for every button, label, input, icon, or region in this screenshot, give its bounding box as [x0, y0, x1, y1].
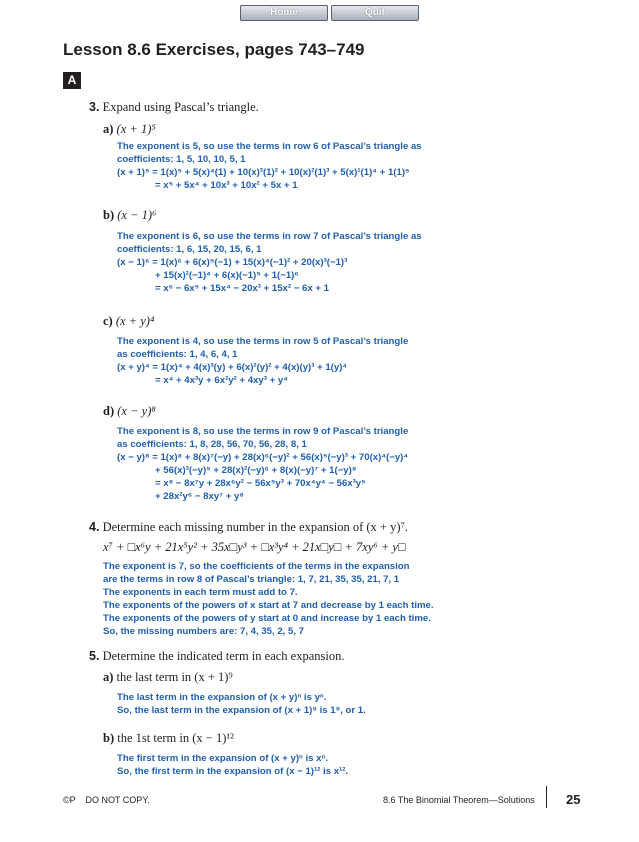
part-3c-label: c): [103, 314, 113, 328]
solution-line: as coefficients: 1, 8, 28, 56, 70, 56, 28, 8, 1: [117, 439, 307, 450]
part-3d-label: d): [103, 404, 115, 418]
solution-line: The last term in the expansion of (x + y)ⁿ is yⁿ.: [117, 692, 327, 703]
solution-line: coefficients: 1, 6, 15, 20, 15, 6, 1: [117, 244, 262, 255]
solution-line: are the terms in row 8 of Pascal’s triangle: 1, 7, 21, 35, 35, 21, 7, 1: [103, 574, 400, 585]
question-4-expression-text: x⁷ + □x⁶y + 21x⁵y² + 35x□y³ + □x³y⁴ + 21x□y□ + 7xy⁶ + y□: [103, 540, 406, 554]
question-4: [89, 520, 408, 535]
solution-line: The exponent is 8, so use the terms in row 9 of Pascal’s triangle: [117, 426, 409, 437]
section-badge: A: [63, 72, 81, 89]
solution-line: coefficients: 1, 5, 10, 10, 5, 1: [117, 154, 246, 165]
question-4-expression: [103, 540, 406, 555]
part-3c: [103, 314, 154, 329]
solution-line: = x⁴ + 4x³y + 6x²y² + 4xy³ + y⁴: [155, 375, 288, 386]
part-3d-expression: (x − y)⁸: [117, 404, 156, 418]
solution-5b: [117, 752, 348, 778]
question-4-text: Determine each missing number in the expansion of (x + y)⁷.: [102, 520, 408, 534]
solution-line: So, the missing numbers are: 7, 4, 35, 2, 5, 7: [103, 626, 305, 637]
solution-line: + 56(x)³(−y)⁵ + 28(x)²(−y)⁶ + 8(x)(−y)⁷ + 1(−y)⁸: [155, 465, 357, 476]
question-3-number: 3.: [89, 100, 100, 114]
part-3b-expression: (x − 1)⁶: [117, 208, 157, 222]
home-button[interactable]: Home: [240, 5, 328, 21]
question-4-number: 4.: [89, 520, 100, 534]
solution-line: So, the first term in the expansion of (x − 1)¹² is x¹².: [117, 766, 349, 777]
solution-3a: [117, 140, 422, 192]
footer-divider: [546, 786, 547, 808]
solution-line: The exponents of the powers of y start at 0 and increase by 1 each time.: [103, 613, 431, 624]
solution-line: (x − y)⁸ = 1(x)⁸ + 8(x)⁷(−y) + 28(x)⁶(−y)² + 56(x)⁵(−y)³ + 70(x)⁴(−y)⁴: [117, 452, 409, 463]
solution-line: The exponent is 4, so use the terms in row 5 of Pascal’s triangle: [117, 336, 409, 347]
question-5-number: 5.: [89, 649, 100, 663]
page-number: 25: [566, 792, 581, 807]
footer-section-title: 8.6 The Binomial Theorem—Solutions: [383, 795, 535, 805]
part-3d: [103, 404, 156, 419]
solution-line: = x⁸ − 8x⁷y + 28x⁶y² − 56x⁵y³ + 70x⁴y⁴ − 56x³y⁵: [155, 478, 366, 489]
solution-4: [103, 560, 434, 638]
question-3-text: Expand using Pascal’s triangle.: [102, 100, 259, 114]
solution-line: So, the last term in the expansion of (x + 1)⁹ is 1⁹, or 1.: [117, 705, 366, 716]
solution-line: The exponents of the powers of x start at 7 and decrease by 1 each time.: [103, 600, 434, 611]
part-3a: [103, 122, 156, 137]
part-3c-expression: (x + y)⁴: [115, 314, 155, 328]
question-5: [89, 649, 344, 664]
question-5-text: Determine the indicated term in each expansion.: [102, 649, 345, 663]
part-5a-label: a): [103, 670, 114, 684]
part-3a-label: a): [103, 122, 114, 136]
part-5b: [103, 731, 234, 746]
part-5a-expression: the last term in (x + 1)⁹: [116, 670, 233, 684]
solution-line: (x + y)⁴ = 1(x)⁴ + 4(x)³(y) + 6(x)²(y)² + 4(x)(y)³ + 1(y)⁴: [117, 362, 348, 373]
solution-line: = x⁵ + 5x⁴ + 10x³ + 10x² + 5x + 1: [155, 180, 298, 191]
solution-line: = x⁶ − 6x⁵ + 15x⁴ − 20x³ + 15x² − 6x + 1: [155, 283, 329, 294]
solution-line: The exponents in each term must add to 7.: [103, 587, 298, 598]
solution-3c: [117, 335, 408, 387]
copyright-notice: ©P DO NOT COPY.: [63, 795, 150, 805]
part-5b-expression: the 1st term in (x − 1)¹²: [117, 731, 234, 745]
question-3: [89, 100, 259, 115]
page-title: Lesson 8.6 Exercises, pages 743–749: [63, 40, 365, 59]
solution-5a: [117, 691, 366, 717]
solution-line: as coefficients: 1, 4, 6, 4, 1: [117, 349, 238, 360]
solution-line: The exponent is 6, so use the terms in row 7 of Pascal’s triangle as: [117, 231, 422, 242]
part-3b: [103, 208, 156, 223]
quit-button[interactable]: Quit: [331, 5, 419, 21]
solution-line: The exponent is 7, so the coefficients of the terms in the expansion: [103, 561, 410, 572]
solution-3d: [117, 425, 408, 503]
solution-line: + 28x²y⁶ − 8xy⁷ + y⁸: [155, 491, 244, 502]
solution-3b: [117, 230, 422, 295]
part-3b-label: b): [103, 208, 115, 222]
solution-line: (x − 1)⁶ = 1(x)⁶ + 6(x)⁵(−1) + 15(x)⁴(−1)² + 20(x)³(−1)³: [117, 257, 348, 268]
part-5b-label: b): [103, 731, 115, 745]
solution-line: (x + 1)⁵ = 1(x)⁵ + 5(x)⁴(1) + 10(x)³(1)² + 10(x)²(1)³ + 5(x)¹(1)⁴ + 1(1)⁵: [117, 167, 410, 178]
part-5a: [103, 670, 233, 685]
part-3a-expression: (x + 1)⁵: [116, 122, 156, 136]
solution-line: The first term in the expansion of (x + y)ⁿ is xⁿ.: [117, 753, 328, 764]
solution-line: The exponent is 5, so use the terms in row 6 of Pascal’s triangle as: [117, 141, 422, 152]
solution-line: + 15(x)²(−1)⁴ + 6(x)(−1)⁵ + 1(−1)⁶: [155, 270, 299, 281]
